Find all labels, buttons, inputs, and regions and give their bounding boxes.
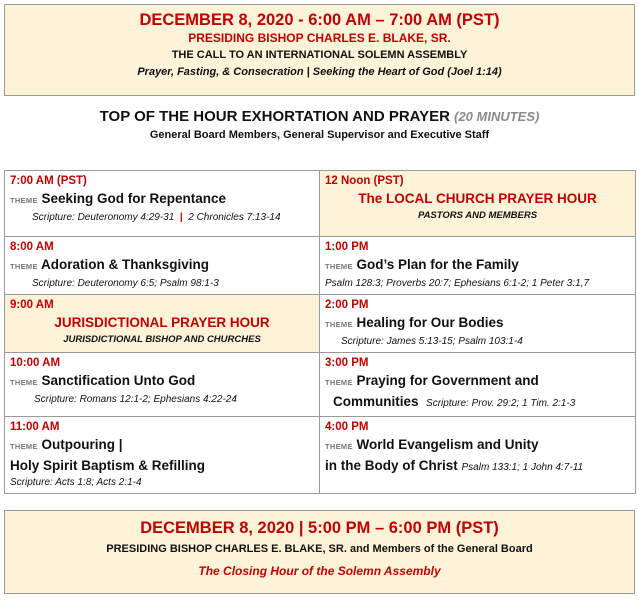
exhortation-heading bbox=[0, 107, 639, 127]
exhortation bbox=[0, 107, 639, 143]
slot-8am bbox=[5, 237, 320, 295]
slot-scripture bbox=[10, 210, 314, 225]
slot-theme-text: Praying for Government and bbox=[356, 373, 539, 388]
slot-theme-text: God’s Plan for the Family bbox=[356, 257, 519, 272]
scripture-separator: | bbox=[179, 212, 183, 223]
slot-theme bbox=[325, 255, 630, 276]
slot-7am bbox=[5, 171, 320, 237]
slot-scripture-a: Scripture: Deuteronomy 4:29-31 bbox=[32, 212, 175, 223]
slot-time: 8:00 AM bbox=[10, 241, 54, 253]
slot-3pm bbox=[320, 353, 636, 417]
top-presiding: PRESIDING BISHOP CHARLES E. BLAKE, SR. bbox=[188, 31, 451, 45]
slot-scripture: Psalm 128:3; Proverbs 20:7; Ephesians 6:1-2; 1 Peter 3:1,7 bbox=[325, 278, 590, 289]
slot-11am bbox=[5, 417, 320, 494]
slot-9am bbox=[5, 295, 320, 353]
slot-theme-text: Healing for Our Bodies bbox=[356, 315, 504, 330]
slot-time: 11:00 AM bbox=[10, 421, 60, 433]
slot-theme bbox=[10, 255, 314, 276]
slot-12noon bbox=[320, 171, 636, 237]
slot-hour-sub: PASTORS AND MEMBERS bbox=[417, 210, 538, 221]
slot-scripture: Psalm 133:1; 1 John 4:7-11 bbox=[461, 462, 584, 473]
slot-theme-text-2: Communities bbox=[333, 394, 419, 409]
slot-hour-title: The LOCAL CHURCH PRAYER HOUR bbox=[358, 191, 597, 206]
top-banner bbox=[4, 4, 635, 96]
exhortation-title: TOP OF THE HOUR EXHORTATION AND PRAYER bbox=[99, 108, 450, 125]
slot-time: 3:00 PM bbox=[325, 357, 369, 369]
slot-theme-cont bbox=[325, 392, 630, 413]
slot-time: 7:00 AM (PST) bbox=[10, 175, 87, 187]
slot-theme bbox=[10, 371, 314, 392]
slot-4pm bbox=[320, 417, 636, 494]
slot-time: 1:00 PM bbox=[325, 241, 369, 253]
theme-label: THEME bbox=[325, 320, 353, 329]
slot-theme-text: World Evangelism and Unity bbox=[356, 437, 539, 452]
top-date-line: DECEMBER 8, 2020 - 6:00 AM – 7:00 AM (PST) bbox=[139, 11, 500, 29]
slot-scripture: Scripture: James 5:13-15; Psalm 103:1-4 bbox=[341, 336, 523, 347]
top-call: THE CALL TO AN INTERNATIONAL SOLEMN ASSEMBLY bbox=[171, 49, 468, 61]
slot-10am bbox=[5, 353, 320, 417]
slot-scripture: Scripture: Romans 12:1-2; Ephesians 4:22-24 bbox=[34, 394, 237, 405]
slot-hour-title: JURISDICTIONAL PRAYER HOUR bbox=[54, 315, 270, 330]
slot-theme bbox=[10, 435, 314, 456]
slot-2pm bbox=[320, 295, 636, 353]
slot-theme-text: Outpouring | bbox=[41, 437, 123, 452]
slot-time: 12 Noon (PST) bbox=[325, 175, 404, 187]
slot-hour-sub: JURISDICTIONAL BISHOP AND CHURCHES bbox=[63, 334, 261, 345]
slot-theme-cont bbox=[325, 456, 630, 477]
slot-1pm bbox=[320, 237, 636, 295]
top-tagline: Prayer, Fasting, & Consecration | Seeking the Heart of God (Joel 1:14) bbox=[137, 66, 502, 78]
slot-theme-text: Adoration & Thanksgiving bbox=[41, 257, 210, 272]
theme-label: THEME bbox=[10, 196, 38, 205]
slot-time: 9:00 AM bbox=[10, 299, 54, 311]
slot-theme-text: Seeking God for Repentance bbox=[41, 191, 227, 206]
theme-label: THEME bbox=[325, 262, 353, 271]
slot-theme-text-2: in the Body of Christ bbox=[325, 458, 458, 473]
bottom-closing: The Closing Hour of the Solemn Assembly bbox=[198, 564, 441, 578]
slot-scripture: Scripture: Acts 1:8; Acts 2:1-4 bbox=[10, 477, 142, 488]
bottom-banner bbox=[4, 510, 635, 594]
slot-scripture-b: 2 Chronicles 7:13-14 bbox=[188, 212, 281, 223]
slot-theme-text: Sanctification Unto God bbox=[41, 373, 196, 388]
theme-label: THEME bbox=[10, 262, 38, 271]
slot-time: 10:00 AM bbox=[10, 357, 61, 369]
slot-theme-cont: Holy Spirit Baptism & Refilling bbox=[10, 458, 206, 473]
theme-label: THEME bbox=[325, 378, 353, 387]
slot-time: 4:00 PM bbox=[325, 421, 369, 433]
slot-time: 2:00 PM bbox=[325, 299, 369, 311]
theme-label: THEME bbox=[325, 442, 353, 451]
schedule-table bbox=[4, 170, 636, 494]
slot-scripture: Scripture: Deuteronomy 6:5; Psalm 98:1-3 bbox=[32, 278, 219, 289]
slot-theme bbox=[325, 371, 630, 392]
theme-label: THEME bbox=[10, 378, 38, 387]
slot-theme bbox=[325, 435, 630, 456]
exhortation-attendees: General Board Members, General Supervisor and Executive Staff bbox=[149, 129, 490, 141]
theme-label: THEME bbox=[10, 442, 38, 451]
exhortation-minutes: (20 MINUTES) bbox=[454, 109, 540, 124]
slot-theme bbox=[10, 189, 314, 210]
slot-scripture: Scripture: Prov. 29:2; 1 Tim. 2:1-3 bbox=[426, 398, 576, 409]
bottom-presiding: PRESIDING BISHOP CHARLES E. BLAKE, SR. and Members of the General Board bbox=[106, 543, 533, 555]
slot-theme bbox=[325, 313, 630, 334]
bottom-date-line: DECEMBER 8, 2020 | 5:00 PM – 6:00 PM (PST) bbox=[140, 519, 499, 537]
